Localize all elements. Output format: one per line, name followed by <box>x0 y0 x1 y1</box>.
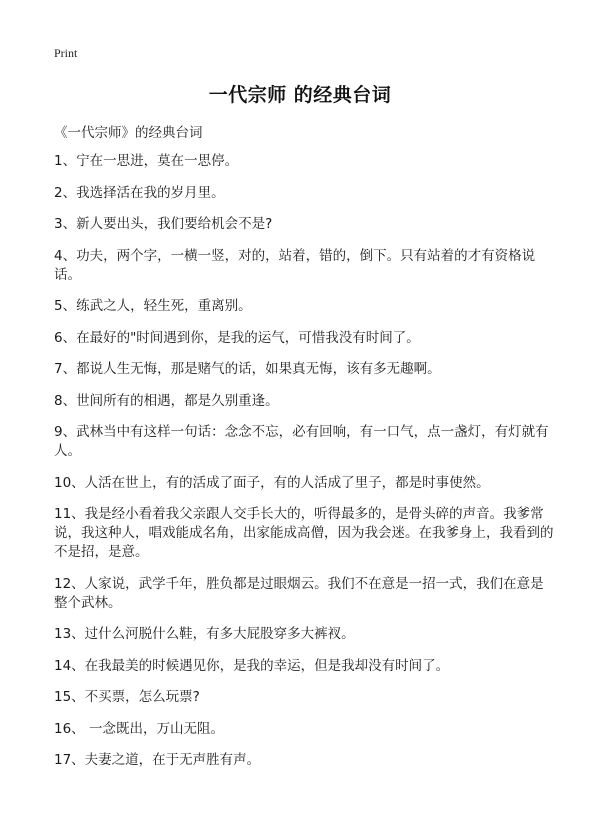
quote-item: 11、我是经小看着我父亲跟人交手长大的，听得最多的，是骨头碎的声音。我爹常说，我这种人，唱戏能成名角，出家能成高僧，因为我会迷。在我爹身上，我看到的不是招，是意。 <box>54 506 554 560</box>
quote-item: 14、在我最美的时候遇见你，是我的幸运，但是我却没有时间了。 <box>54 657 450 674</box>
quote-list <box>54 152 554 783</box>
page-title: 一代宗师 的经典台词 <box>208 84 392 106</box>
quote-item: 8、世间所有的相遇，都是久别重逢。 <box>54 392 279 409</box>
quote-item: 9、武林当中有这样一句话：念念不忘，必有回响，有一口气，点一盏灯，有灯就有人。 <box>54 424 549 459</box>
quote-item: 3、新人要出头，我们要给机会不是? <box>54 216 273 232</box>
quote-item: 6、在最好的"时间遇到你，是我的运气，可惜我没有时间了。 <box>54 329 420 346</box>
quote-item: 4、功夫，两个字，一横一竖，对的，站着，错的，倒下。只有站着的才有资格说话。 <box>54 247 536 283</box>
quote-item: 10、人活在世上，有的活成了面子，有的人活成了里子，都是时事使然。 <box>54 474 490 491</box>
quote-item: 17、夫妻之道，在于无声胜有声。 <box>54 752 261 768</box>
quote-item: 1、宁在一思进，莫在一思停。 <box>54 153 239 169</box>
quote-item: 13、过什么河脱什么鞋，有多大屁股穿多大裤衩。 <box>54 626 355 642</box>
quote-item: 16、 一念既出，万山无阻。 <box>54 720 224 737</box>
print-label[interactable]: Print <box>54 46 78 60</box>
quote-item: 5、练武之人，轻生死，重离别。 <box>54 298 252 314</box>
quote-item: 12、人家说，武学千年，胜负都是过眼烟云。我们不在意是一招一式，我们在意是整个武林。 <box>54 575 544 611</box>
subtitle: 《一代宗师》的经典台词 <box>54 125 203 141</box>
quote-item: 15、不买票，怎么玩票? <box>54 689 200 705</box>
quote-item: 7、都说人生无悔，那是赌气的话，如果真无悔，该有多无趣啊。 <box>54 361 441 377</box>
quote-item: 2、我选择活在我的岁月里。 <box>54 184 225 201</box>
